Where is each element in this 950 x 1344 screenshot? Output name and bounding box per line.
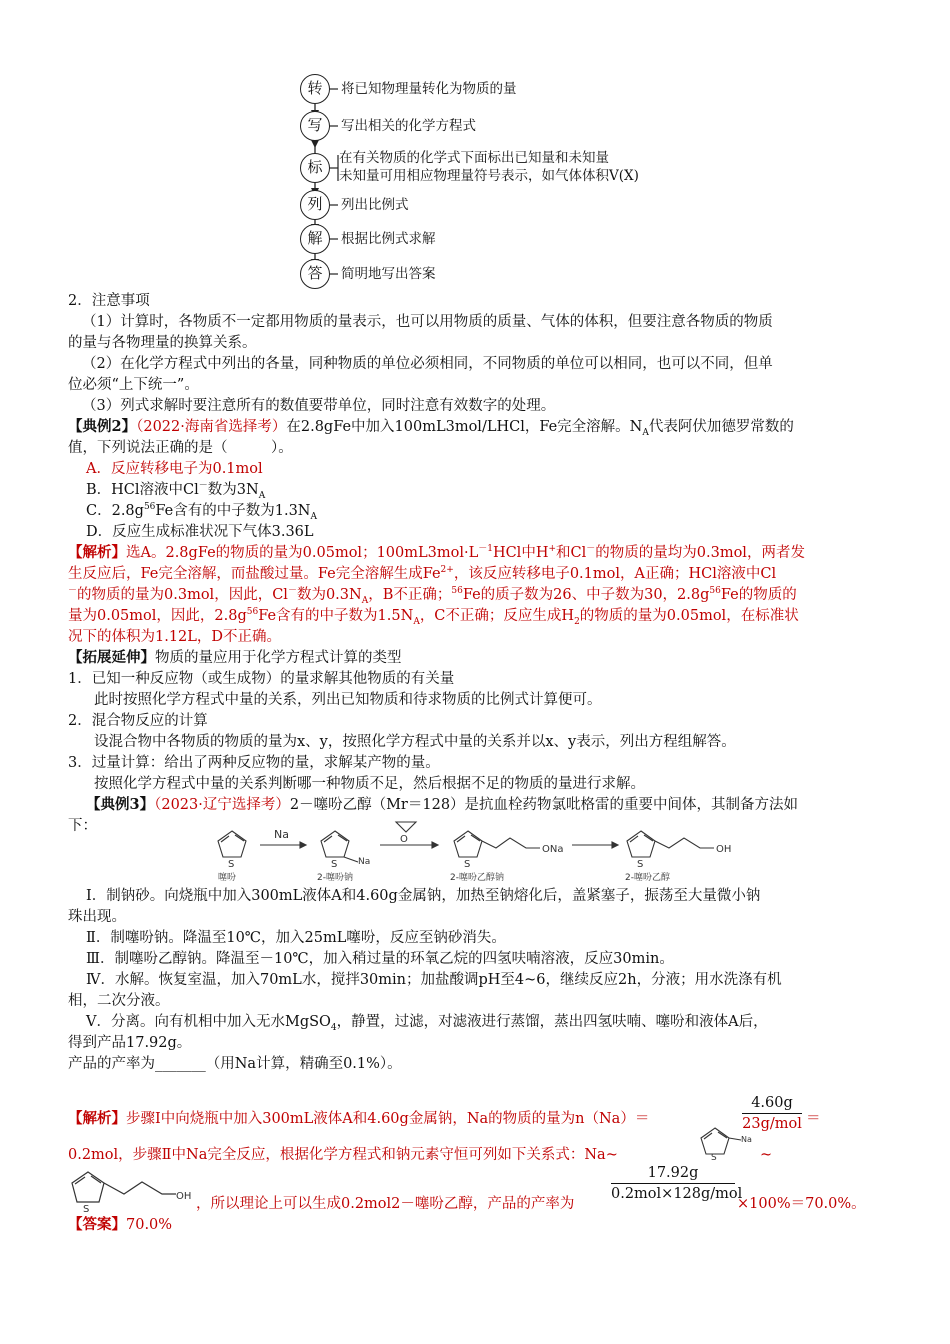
atom-s: S — [637, 859, 644, 870]
example3-source: （2023·辽宁选择考） — [154, 797, 290, 813]
extension-item1-desc: 此时按照化学方程式中量的关系，列出已知物质和待求物质的比例式计算便可。 — [94, 692, 602, 708]
answer3: 【答案】70.0% — [68, 1216, 173, 1233]
fraction-sodium-moles: 4.60g 23g/mol — [742, 1095, 802, 1132]
example2-source: （2022·海南省选择考） — [136, 419, 287, 435]
step1-line2: 珠出现。 — [68, 909, 126, 925]
step5-line2: 得到产品17.92g。 — [68, 1035, 192, 1051]
flow-step-text: 在有关物质的化学式下面标出已知量和未知量 — [339, 150, 609, 166]
option-c: C．$2.8g^{56}Fe$含有的中子数为$1.3N_A$ — [86, 502, 317, 522]
step3: Ⅲ．制噻吩乙醇钠。降温至－10℃，加入稍过量的环氧乙烷的四氢呋喃溶液，反应30min。 — [86, 951, 674, 967]
notes-p1a: （1）计算时，各物质不一定都用物质的量表示，也可以用物质的质量、气体的体积，但要注意各物质的物质 — [82, 314, 773, 330]
svg-text:OH: OH — [176, 1191, 192, 1202]
svg-text:S: S — [711, 1153, 717, 1162]
notes-p1b: 的量与各物理量的换算关系。 — [68, 335, 257, 351]
analysis2-line3: －的物质的量为0.3mol，因此，Cl－数为$0.3N_A$，B不正确；$^{56}$Fe的质子数为26、中子数为30，$2.8g^{56}Fe$的物质的 — [68, 586, 797, 606]
compound-label-sodium-thienylethoxide: 2-噻吩乙醇钠 — [450, 873, 504, 883]
tilde: ~ — [760, 1147, 773, 1163]
compound-label-sodium-thiophene: 2-噻吩钠 — [317, 873, 353, 883]
reagent-na: Na — [274, 828, 289, 841]
atom-na: Na — [358, 857, 371, 867]
compound-label-thiophene: 噻吩 — [218, 873, 237, 883]
equals-sign: ＝ — [806, 1111, 821, 1127]
notes-p3: （3）列式求解时要注意所有的数值要带单位，同时注意有效数字的处理。 — [82, 398, 556, 414]
flow-step-text: 根据比例式求解 — [341, 231, 436, 247]
example2-label: 【典例2】 — [68, 418, 137, 435]
svg-text:Na: Na — [741, 1135, 752, 1144]
group-ona: ONa — [542, 844, 564, 855]
atom-s: S — [331, 859, 338, 870]
thienylethanol-structure — [64, 1166, 194, 1216]
step1-line1: Ⅰ．制钠砂。向烧瓶中加入300mL液体A和4.60g金属钠，加热至钠熔化后，盖紧塞子，振荡至大量微小钠 — [86, 888, 761, 904]
step4-line1: Ⅳ．水解。恢复室温，加入70mL水，搅拌30min；加盐酸调pH至4~6，继续反应2h，分液；用水洗涤有机 — [86, 972, 782, 988]
extension-item2: 2．混合物反应的计算 — [68, 713, 208, 729]
extension-item3: 3．过量计算：给出了两种反应物的量，求解某产物的量。 — [68, 755, 440, 771]
analysis3-line2: 0.2mol，步骤Ⅱ中Na完全反应，根据化学方程式和钠元素守恒可列如下关系式：Na~ — [68, 1147, 618, 1163]
analysis2-line1: 【解析】选A。2.8gFe的物质的量为0.05mol；$100mL3mol\cdot L^{-1}HCl$中H+和Cl－的物质的量均为0.3mol，两者发 — [68, 544, 805, 561]
example3-stem2: 下： — [68, 818, 97, 834]
option-a: A．反应转移电子为0.1mol — [86, 461, 263, 477]
option-d: D．反应生成标准状况下气体3.36L — [86, 524, 314, 540]
example3-label: 【典例3】 — [86, 796, 155, 813]
example2-stem: 【典例2】（2022·海南省选择考）在2.8gFe中加入100mL3mol/LHCl，Fe完全溶解。$N_A$代表阿伏加德罗常数的 — [68, 418, 794, 438]
example2-stem2: 值，下列说法正确的是（ ）。 — [68, 440, 293, 456]
step2: Ⅱ．制噻吩钠。降温至10℃，加入25mL噻吩，反应至钠砂消失。 — [86, 930, 506, 946]
analysis3-result: ×100%＝70.0%。 — [737, 1196, 866, 1212]
sodium-thiophene-structure — [697, 1122, 767, 1162]
analysis3-line1: 【解析】步骤Ⅰ中向烧瓶中加入300mL液体A和4.60g金属钠，Na的物质的量为n（Na）＝ — [68, 1110, 650, 1127]
atom-s: S — [464, 859, 471, 870]
fraction-yield: 17.92g 0.2mol×128g/mol — [611, 1165, 743, 1202]
flow-step-circle: 列 — [300, 190, 330, 220]
svg-text:S: S — [83, 1204, 90, 1215]
question3: 产品的产率为_______（用Na计算，精确至0.1%）。 — [68, 1056, 402, 1072]
notes-p2b: 位必须“上下统一”。 — [68, 377, 199, 393]
group-oh: OH — [716, 844, 732, 855]
extension-item2-desc: 设混合物中各物质的物质的量为x、y，按照化学方程式中量的关系并以x、y表示，列出方程组解答。 — [94, 734, 736, 750]
analysis2-line5: 况下的体积为1.12L，D不正确。 — [68, 629, 282, 645]
flow-step-circle: 答 — [300, 259, 330, 289]
flow-step-text: 将已知物理量转化为物质的量 — [341, 81, 517, 97]
step5-line1: Ⅴ．分离。向有机相中加入无水MgSO$_4$，静置，过滤，对滤液进行蒸馏，蒸出四氢呋喃、噻吩和液体A后， — [86, 1014, 768, 1033]
reaction-scheme — [200, 810, 760, 885]
flow-step-circle: 转 — [300, 74, 330, 104]
analysis3-line3: ，所以理论上可以生成0.2mol2－噻吩乙醇，产品的产率为 — [196, 1196, 575, 1212]
analysis2-line2: 生反应后，Fe完全溶解，而盐酸过量。Fe完全溶解生成$Fe^{2+}$，该反应转移电子0.1mol，A正确；HCl溶液中Cl — [68, 565, 777, 582]
flow-step-text-2: 未知量可用相应物理量符号表示，如气体体积V(X) — [339, 168, 639, 184]
option-b: B．HCl溶液中Cl－数为$3N_A$ — [86, 481, 266, 501]
epoxide-o: O — [400, 834, 408, 845]
compound-label-thienylethanol: 2-噻吩乙醇 — [625, 873, 670, 883]
extension-item3-desc: 按照化学方程式中量的关系判断哪一种物质不足，然后根据不足的物质的量进行求解。 — [94, 776, 645, 792]
extension-heading: 【拓展延伸】物质的量应用于化学方程式计算的类型 — [68, 649, 402, 666]
notes-p2a: （2）在化学方程式中列出的各量，同种物质的单位必须相同，不同物质的单位可以相同，也可以不同，但单 — [82, 356, 773, 372]
flow-step-circle: 标 — [300, 153, 330, 183]
flow-step-circle: 写 — [300, 111, 330, 141]
flow-step-text: 简明地写出答案 — [341, 266, 436, 282]
extension-item1: 1．已知一种反应物（或生成物）的量求解其他物质的有关量 — [68, 671, 455, 687]
notes-heading: 2．注意事项 — [68, 293, 150, 309]
step4-line2: 相，二次分液。 — [68, 993, 170, 1009]
flow-step-circle: 解 — [300, 224, 330, 254]
example3-stem: 【典例3】（2023·辽宁选择考）2－噻吩乙醇（Mr＝128）是抗血栓药物氯吡格雷的重要中间体，其制备方法如 — [86, 796, 799, 813]
analysis2-line4: 量为0.05mol，因此，$2.8g^{56}Fe$含有的中子数为$1.5N_A$，C不正确；反应生成$H_2$的物质的量为0.05mol，在标准状 — [68, 607, 799, 627]
flow-step-text: 写出相关的化学方程式 — [341, 118, 476, 134]
atom-s: S — [228, 859, 235, 870]
flow-step-text: 列出比例式 — [341, 197, 409, 213]
